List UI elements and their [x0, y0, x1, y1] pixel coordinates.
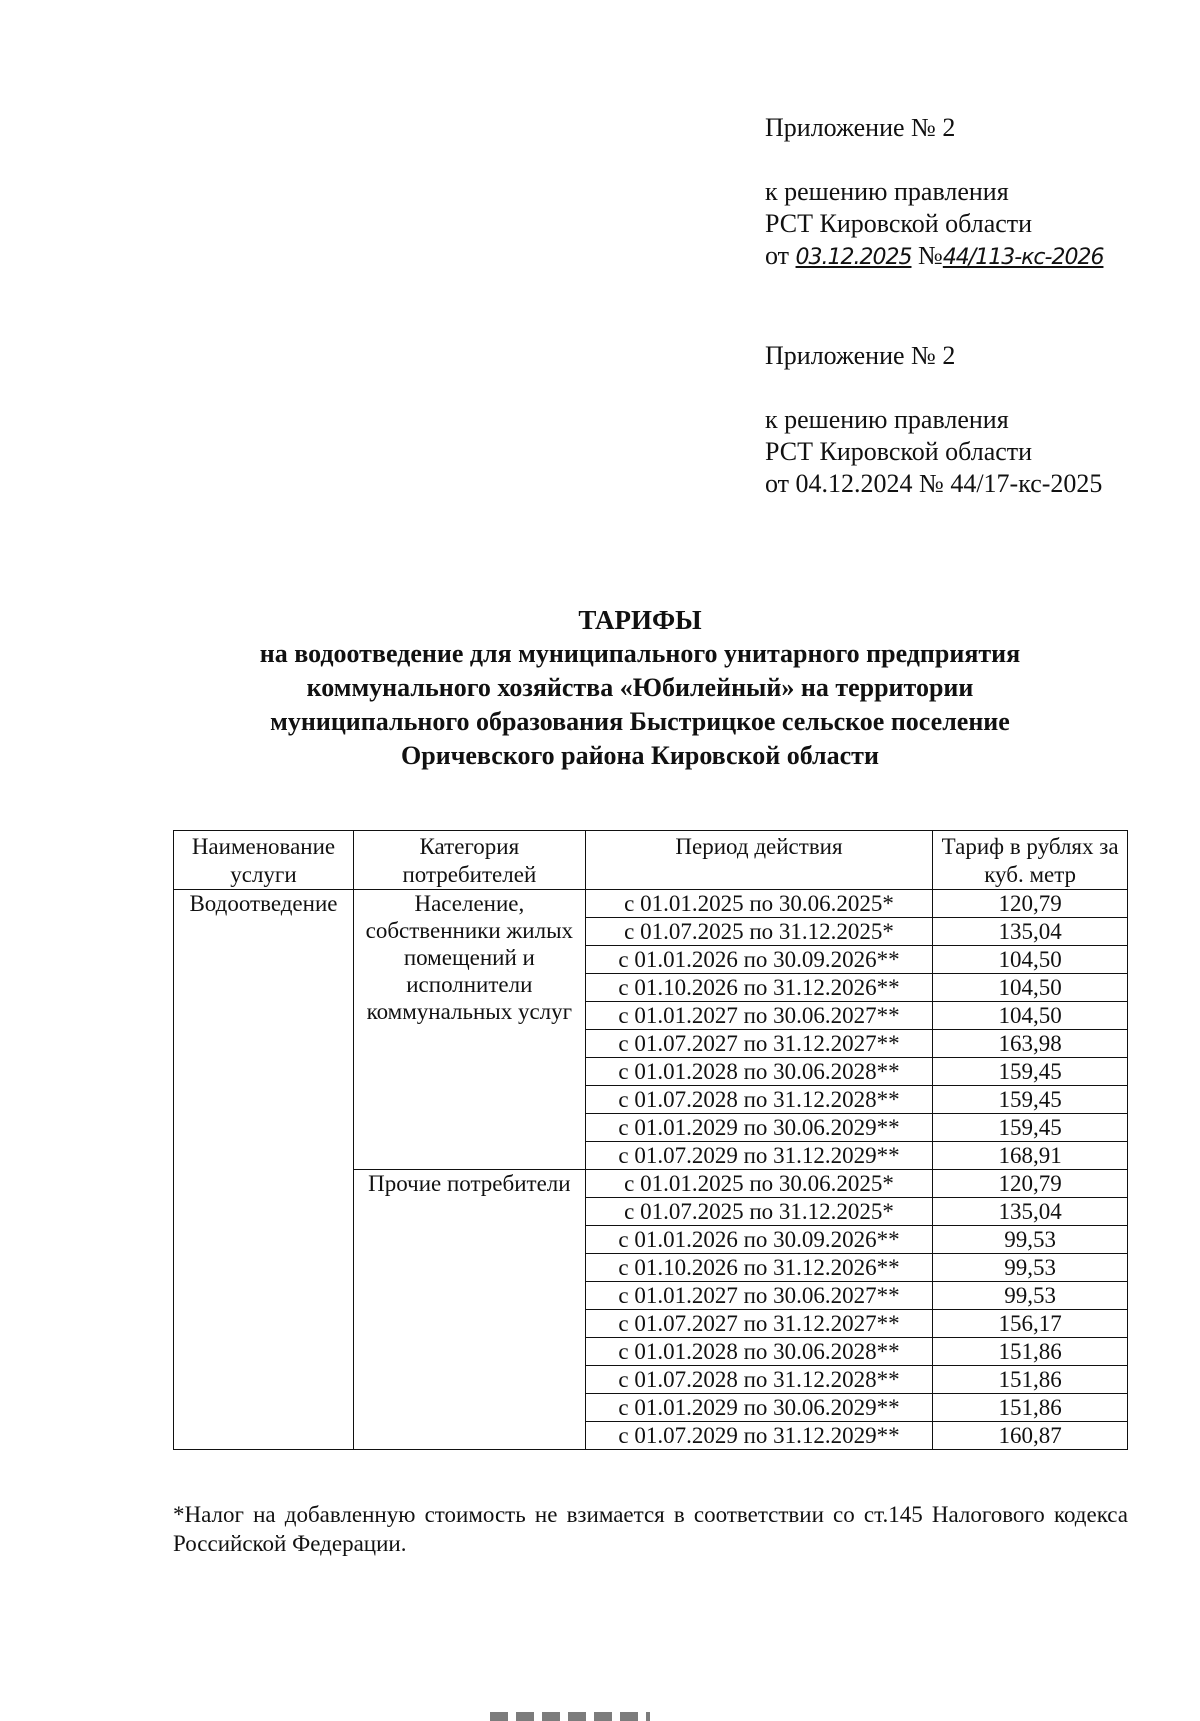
tariff-cell: 120,79 [933, 1170, 1128, 1198]
heading-line: на водоотведение для муниципального унитарного предприятия [259, 639, 1021, 668]
number-prefix: № [918, 241, 943, 270]
appendix-old-line3: от 04.12.2024 № 44/17-кс-2025 [765, 469, 1103, 498]
period-cell: с 01.10.2026 по 31.12.2026** [585, 974, 933, 1002]
from-prefix: от [765, 241, 790, 270]
cut-off-text-mark [490, 1712, 650, 1721]
tariff-cell: 104,50 [933, 946, 1128, 974]
period-cell: с 01.07.2029 по 31.12.2029** [585, 1142, 933, 1170]
header-category: Категория потребителей [353, 831, 585, 890]
period-cell: с 01.10.2026 по 31.12.2026** [585, 1254, 933, 1282]
tariff-cell: 135,04 [933, 1198, 1128, 1226]
tariff-cell: 99,53 [933, 1226, 1128, 1254]
period-cell: с 01.07.2028 по 31.12.2028** [585, 1086, 933, 1114]
tariff-cell: 104,50 [933, 974, 1128, 1002]
tariff-table-body [174, 890, 1128, 1450]
tariff-cell: 168,91 [933, 1142, 1128, 1170]
period-cell: с 01.01.2026 по 30.09.2026** [585, 1226, 933, 1254]
period-cell: с 01.01.2028 по 30.06.2028** [585, 1338, 933, 1366]
period-cell: с 01.01.2027 по 30.06.2027** [585, 1282, 933, 1310]
heading-title: ТАРИФЫ [578, 605, 702, 635]
tariff-cell: 156,17 [933, 1310, 1128, 1338]
tariff-cell: 163,98 [933, 1030, 1128, 1058]
tariff-cell: 99,53 [933, 1254, 1128, 1282]
tariff-cell: 160,87 [933, 1422, 1128, 1450]
period-cell: с 01.07.2029 по 31.12.2029** [585, 1422, 933, 1450]
handwritten-number: 44/113-кс-2026 [942, 245, 1104, 270]
table-header-row [174, 831, 1128, 890]
period-cell: с 01.01.2025 по 30.06.2025* [585, 890, 933, 918]
tariff-table [173, 830, 1128, 1450]
period-cell: с 01.01.2029 по 30.06.2029** [585, 1394, 933, 1422]
tariff-cell: 159,45 [933, 1086, 1128, 1114]
appendix-new [765, 112, 1103, 274]
category-cell: Прочие потребители [353, 1170, 585, 1450]
period-cell: с 01.01.2026 по 30.09.2026** [585, 946, 933, 974]
tariff-cell: 151,86 [933, 1394, 1128, 1422]
period-cell: с 01.01.2028 по 30.06.2028** [585, 1058, 933, 1086]
period-cell: с 01.07.2027 по 31.12.2027** [585, 1030, 933, 1058]
document-heading [140, 603, 1140, 773]
period-cell: с 01.07.2028 по 31.12.2028** [585, 1366, 933, 1394]
period-cell: с 01.07.2025 по 31.12.2025* [585, 1198, 933, 1226]
heading-line: Оричевского района Кировской области [401, 741, 879, 770]
appendix-new-date-line [765, 240, 1103, 274]
handwritten-date: 03.12.2025 [795, 245, 912, 270]
header-period: Период действия [585, 831, 933, 890]
appendix-old-line2: РСТ Кировской области [765, 437, 1033, 466]
period-cell: с 01.01.2025 по 30.06.2025* [585, 1170, 933, 1198]
tariff-cell: 151,86 [933, 1366, 1128, 1394]
header-service: Наименование услуги [174, 831, 354, 890]
period-cell: с 01.01.2027 по 30.06.2027** [585, 1002, 933, 1030]
tariff-cell: 159,45 [933, 1114, 1128, 1142]
period-cell: с 01.07.2027 по 31.12.2027** [585, 1310, 933, 1338]
period-cell: с 01.01.2029 по 30.06.2029** [585, 1114, 933, 1142]
service-cell: Водоотведение [174, 890, 354, 1450]
footnote: *Налог на добавленную стоимость не взимается в соответствии со ст.145 Налогового кодекса Российской Федерации. [173, 1502, 1128, 1556]
table-row [174, 890, 1128, 918]
tariff-cell: 104,50 [933, 1002, 1128, 1030]
category-cell: Население, собственники жилых помещений и исполнители коммунальных услуг [353, 890, 585, 1170]
tariff-cell: 99,53 [933, 1282, 1128, 1310]
appendix-old [765, 340, 1102, 500]
period-cell: с 01.07.2025 по 31.12.2025* [585, 918, 933, 946]
tariff-cell: 159,45 [933, 1058, 1128, 1086]
appendix-old-line1: к решению правления [765, 405, 1009, 434]
appendix-old-title: Приложение № 2 [765, 341, 956, 370]
appendix-new-line1: к решению правления [765, 177, 1009, 206]
tariff-cell: 120,79 [933, 890, 1128, 918]
appendix-new-title: Приложение № 2 [765, 113, 956, 142]
tariff-cell: 135,04 [933, 918, 1128, 946]
heading-line: муниципального образования Быстрицкое сельское поселение [270, 707, 1010, 736]
heading-line: коммунального хозяйства «Юбилейный» на территории [306, 673, 974, 702]
tariff-cell: 151,86 [933, 1338, 1128, 1366]
appendix-new-line2: РСТ Кировской области [765, 209, 1033, 238]
header-tariff: Тариф в рублях за куб. метр [933, 831, 1128, 890]
